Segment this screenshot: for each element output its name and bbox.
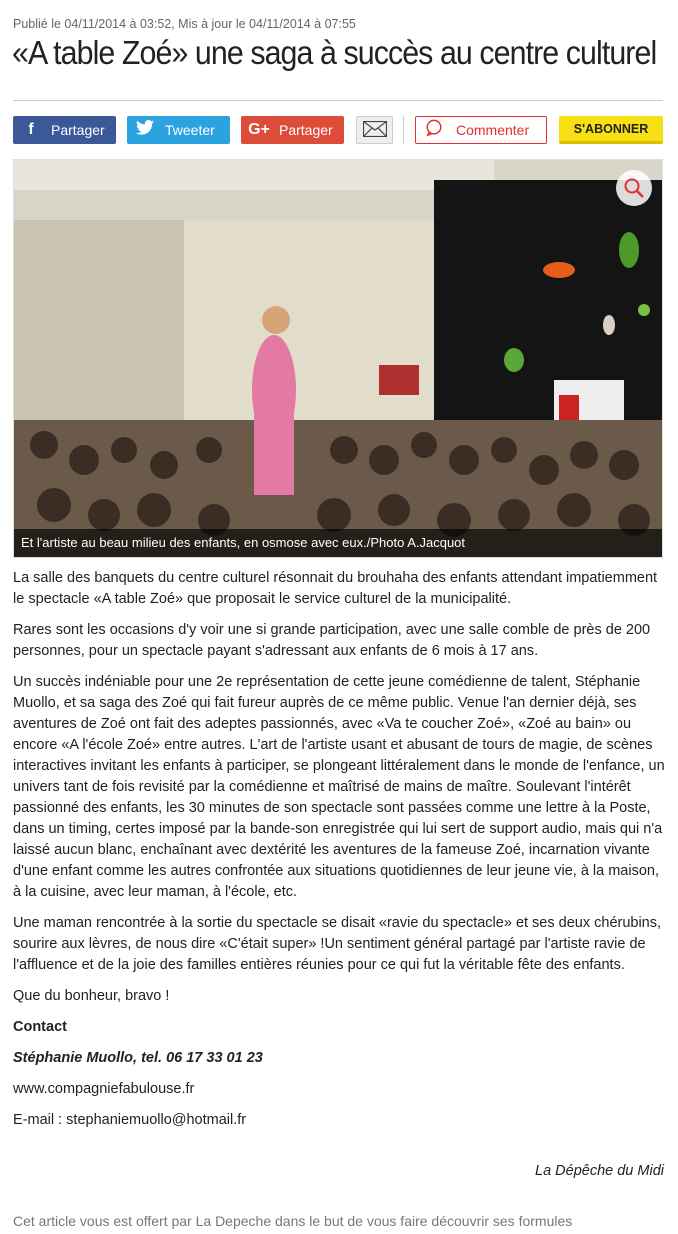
paragraph-2: Rares sont les occasions d'y voir une si grande participation, avec une salle comble de près de 200 personnes, pour un spectacle payant s'adressant aux enfants de 6 mois à 17 ans. bbox=[13, 622, 651, 659]
contact-website: www.compagniefabulouse.fr bbox=[13, 1081, 195, 1097]
title-divider bbox=[13, 100, 663, 101]
paragraph-3: Un succès indéniable pour une 2e représentation de cette jeune comédienne de talent, Stéphanie Muollo, et sa saga des Zoé qui fait fureur auprès de ce même public. Venue l'an dernier déjà, ses aventures de Zoé ont fait des adeptes passionnés, avec «Va te coucher Zoé», «Zoé au bain» ou encore «A l'école Zoé» entre autres. L'art de l'artiste usant et abusant de tours de magie, de scènes interactives invitant les enfants à participer, se plongeant littéralement dans le monde de l'enfance, un univers tant de fois revisité par la comédienne et maîtrisé de mains de maître. Soulevant l'intérêt passionné des enfants, les 30 minutes de son spectacle sont passées comme une lettre à la Poste, dans un timing, certes imposé par la bande-son enregistrée qui lui sert de support audio, mais qui n'a laissé aucun blanc, enchaînant avec dextérité les aventures de la fameuse Zoé, incarnation vivante d'une enfant comme les autres confrontée aux situations quotidiennes de leur jeune vie, à la maison, à la cuisine, avec leur maman, à l'école, etc. bbox=[13, 674, 665, 900]
googleplus-share-label: Partager bbox=[279, 122, 333, 138]
googleplus-share-button[interactable] bbox=[241, 116, 344, 144]
subscribe-button[interactable]: S'ABONNER bbox=[559, 116, 663, 144]
speech-bubble-icon bbox=[422, 119, 446, 142]
comment-label: Commenter bbox=[456, 122, 530, 138]
zoom-button[interactable] bbox=[616, 170, 652, 206]
share-bar bbox=[13, 116, 663, 144]
share-separator bbox=[403, 116, 404, 144]
article-photo[interactable] bbox=[13, 159, 663, 558]
article-signature: La Dépêche du Midi bbox=[535, 1163, 664, 1179]
googleplus-icon: G+ bbox=[248, 121, 270, 138]
contact-name: Stéphanie Muollo, tel. 06 17 33 01 23 bbox=[13, 1050, 263, 1066]
paywall-notice: Cet article vous est offert par La Depeche dans le but de vous faire découvrir ses formules bbox=[13, 1213, 573, 1229]
contact-heading: Contact bbox=[13, 1019, 67, 1035]
paragraph-4: Une maman rencontrée à la sortie du spectacle se disait «ravie du spectacle» et ses deux chérubins, sourire aux lèvres, de nous dire «C'était super» !Un sentiment général partagé par l'artiste ravie de l'affluence et de la joie des familles entières réunies pour ce qui fut la véritable fête des enfants. bbox=[13, 915, 662, 973]
envelope-icon bbox=[363, 121, 387, 140]
facebook-icon: f bbox=[28, 121, 34, 138]
article-title: «A table Zoé» une saga à succès au centre culturel bbox=[12, 34, 657, 71]
email-share-button[interactable] bbox=[356, 116, 393, 144]
twitter-icon bbox=[133, 120, 157, 140]
contact-email: E-mail : stephaniemuollo@hotmail.fr bbox=[13, 1112, 247, 1128]
paragraph-1: La salle des banquets du centre culturel résonnait du brouhaha des enfants attendant impatiemment le spectacle «A table Zoé» que proposait le service culturel de la municipalité. bbox=[13, 570, 658, 607]
twitter-share-button[interactable] bbox=[127, 116, 230, 144]
magnifier-icon bbox=[623, 177, 645, 199]
twitter-share-label: Tweeter bbox=[165, 122, 215, 138]
photo-scene bbox=[14, 160, 662, 557]
comment-button[interactable] bbox=[415, 116, 547, 144]
article-meta: Publié le 04/11/2014 à 03:52, Mis à jour le 04/11/2014 à 07:55 bbox=[13, 17, 356, 31]
facebook-share-button[interactable] bbox=[13, 116, 116, 144]
article-body bbox=[13, 568, 665, 1141]
photo-caption: Et l'artiste au beau milieu des enfants, en osmose avec eux./Photo A.Jacquot bbox=[14, 529, 662, 557]
facebook-share-label: Partager bbox=[51, 122, 105, 138]
paragraph-5: Que du bonheur, bravo ! bbox=[13, 988, 170, 1004]
